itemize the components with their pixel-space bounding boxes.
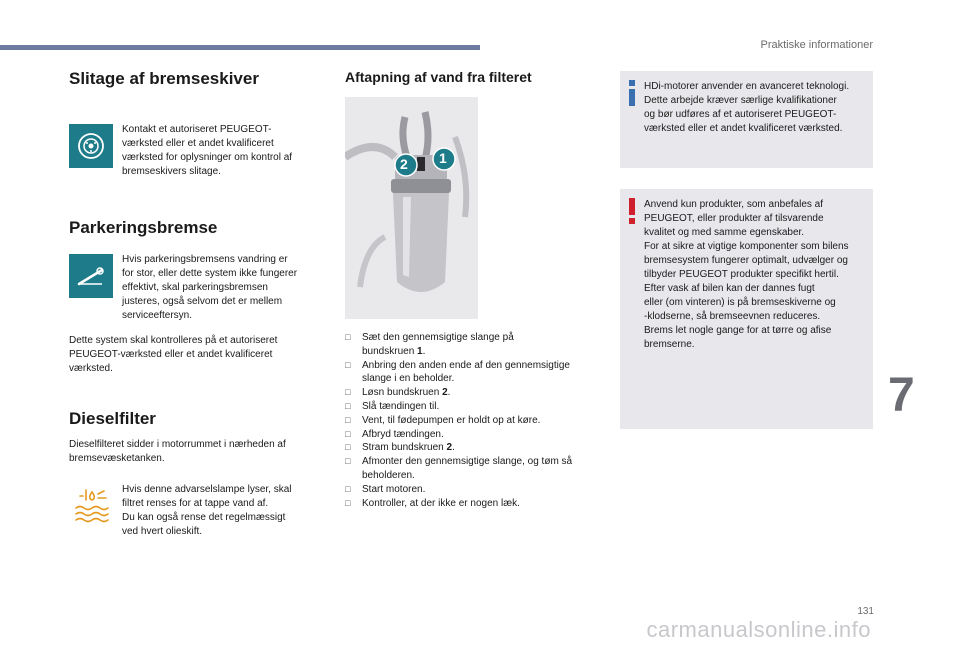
list-item [345, 359, 605, 387]
chapter-number: 7 [888, 369, 915, 422]
checkbox-icon: □ [345, 483, 351, 494]
checkbox-icon: □ [345, 442, 351, 453]
text-line: filtret renses for at tappe vand af. [122, 498, 269, 509]
warning-box [620, 189, 873, 429]
text-line: værksted. [69, 363, 113, 374]
text-line: bremsevæsketanken. [69, 453, 165, 464]
text-line: Afbryd tændingen. [362, 428, 444, 440]
text-line: Dette system skal kontrolleres på et autoriseret [69, 335, 278, 346]
parking-brake-note [69, 334, 329, 376]
list-item [345, 428, 605, 442]
text-line: . [447, 387, 451, 399]
water-in-fuel-icon [72, 484, 112, 531]
parking-brake-text [122, 253, 327, 323]
text-line: bremsesystem fungerer optimalt, udvælger og [644, 255, 848, 266]
diesel-filter-title: Dieselfilter [69, 409, 156, 428]
text-line: beholderen. [362, 469, 415, 481]
list-item [345, 441, 605, 455]
checkbox-icon: □ [345, 400, 351, 411]
text-line: Efter vask af bilen kan der dannes fugt [644, 283, 815, 294]
callout-1: 1 [439, 150, 447, 166]
text-line: Dieselfilteret sidder i motorrummet i nærheden af [69, 439, 286, 450]
text-line: -klodserne, så bremseevnen reduceres. [644, 311, 821, 322]
text-line: Hvis parkeringsbremsens vandring er [122, 254, 288, 265]
text-line: Sæt den gennemsigtige slange på [362, 332, 514, 343]
text-line: værksted for oplysninger om kontrol af [122, 152, 293, 163]
text-line: serviceeftersyn. [122, 310, 193, 321]
text-line: værksted eller et andet kvalificeret [122, 138, 274, 149]
diesel-filter-text [122, 483, 327, 539]
parking-brake-icon [69, 254, 113, 298]
text-line: tilbyder PEUGEOT produkter specifikt hertil. [644, 269, 839, 280]
brake-disc-icon [69, 124, 113, 168]
diesel-filter-photo [345, 97, 478, 319]
brake-discs-text [122, 123, 327, 179]
drain-steps-list [345, 331, 605, 510]
section-header-title: Praktiske informationer [760, 39, 873, 51]
text-line: Anbring den anden ende af den gennemsigtige [362, 359, 570, 371]
text-line: justeres, også selvom det er mellem [122, 296, 283, 307]
text-line: kvalitet og med samme egenskaber. [644, 227, 805, 238]
text-line: Anvend kun produkter, som anbefales af [644, 199, 824, 210]
text-line: og bør udføres af et autoriseret PEUGEOT- [644, 109, 837, 120]
text-line: Kontakt et autoriseret PEUGEOT- [122, 124, 272, 135]
list-item [345, 331, 605, 359]
text-line: ved hvert olieskift. [122, 526, 203, 537]
list-item [345, 483, 605, 497]
text-line: Slå tændingen til. [362, 400, 440, 412]
text-line: eller (om vinteren) is på bremseskiverne og [644, 297, 836, 308]
text-line: Afmonter den gennemsigtige slange, og tøm så [362, 456, 573, 468]
text-line: bundskruen [362, 345, 418, 357]
checkbox-icon: □ [345, 332, 351, 342]
text-line: Du kan også rense det regelmæssigt [122, 512, 286, 523]
checkbox-icon: □ [345, 497, 351, 508]
text-line: Vent, til fødepumpen er holdt op at køre. [362, 414, 541, 426]
header-accent-bar [0, 45, 480, 50]
text-line: Hvis denne advarselslampe lyser, skal [122, 484, 292, 495]
text-line: Løsn bundskruen [362, 387, 443, 399]
list-item [345, 414, 605, 428]
checkbox-icon: □ [345, 456, 351, 467]
diesel-filter-intro [69, 438, 329, 466]
info-box [620, 71, 873, 168]
list-item [345, 455, 605, 483]
list-item [345, 497, 605, 511]
text-line: Kontroller, at der ikke er nogen læk. [362, 497, 520, 509]
text-line: HDi-motorer anvender en avanceret teknologi. [644, 81, 850, 92]
text-line: Stram bundskruen [362, 442, 447, 454]
text-line: bremserne. [644, 339, 695, 350]
list-item [345, 400, 605, 414]
text-line: For at sikre at vigtige komponenter som bilens [644, 241, 849, 252]
info-icon [628, 80, 636, 111]
text-line: Brems let nogle gange for at tørre og afise [644, 325, 832, 336]
checkbox-icon: □ [345, 428, 351, 439]
water-drain-title: Aftapning af vand fra filteret [345, 69, 532, 85]
callout-2: 2 [400, 156, 408, 172]
warning-text [644, 198, 865, 352]
checkbox-icon: □ [345, 414, 351, 425]
checkbox-icon: □ [345, 359, 351, 370]
text-line: Dette arbejde kræver særlige kvalifikationer [644, 95, 837, 106]
text-line: for stor, eller dette system ikke fungerer [122, 268, 298, 279]
parking-brake-title: Parkeringsbremse [69, 218, 218, 237]
text-line: PEUGEOT-værksted eller et andet kvalificeret [69, 349, 273, 360]
text-line: . [452, 442, 455, 454]
step-ref: 2 [446, 442, 453, 454]
step-ref: 2 [442, 387, 448, 399]
list-item [345, 386, 605, 400]
text-line: Start motoren. [362, 483, 426, 495]
step-ref: 1 [417, 345, 423, 357]
text-line: PEUGEOT, eller produkter af tilsvarende [644, 213, 824, 224]
text-line: slange i en beholder. [362, 373, 455, 385]
page-number: 131 [857, 606, 874, 617]
watermark: carmanualsonline.info [646, 617, 871, 642]
text-line: bremseskivers slitage. [122, 166, 221, 177]
info-text [644, 80, 865, 136]
warning-icon [628, 198, 636, 229]
text-line: effektivt, skal parkeringsbremsen [122, 282, 268, 293]
checkbox-icon: □ [345, 387, 351, 398]
text-line: værksted eller et andet kvalificeret værksted. [644, 123, 843, 134]
text-line: . [422, 345, 426, 357]
brake-discs-title: Slitage af bremseskiver [69, 69, 259, 88]
